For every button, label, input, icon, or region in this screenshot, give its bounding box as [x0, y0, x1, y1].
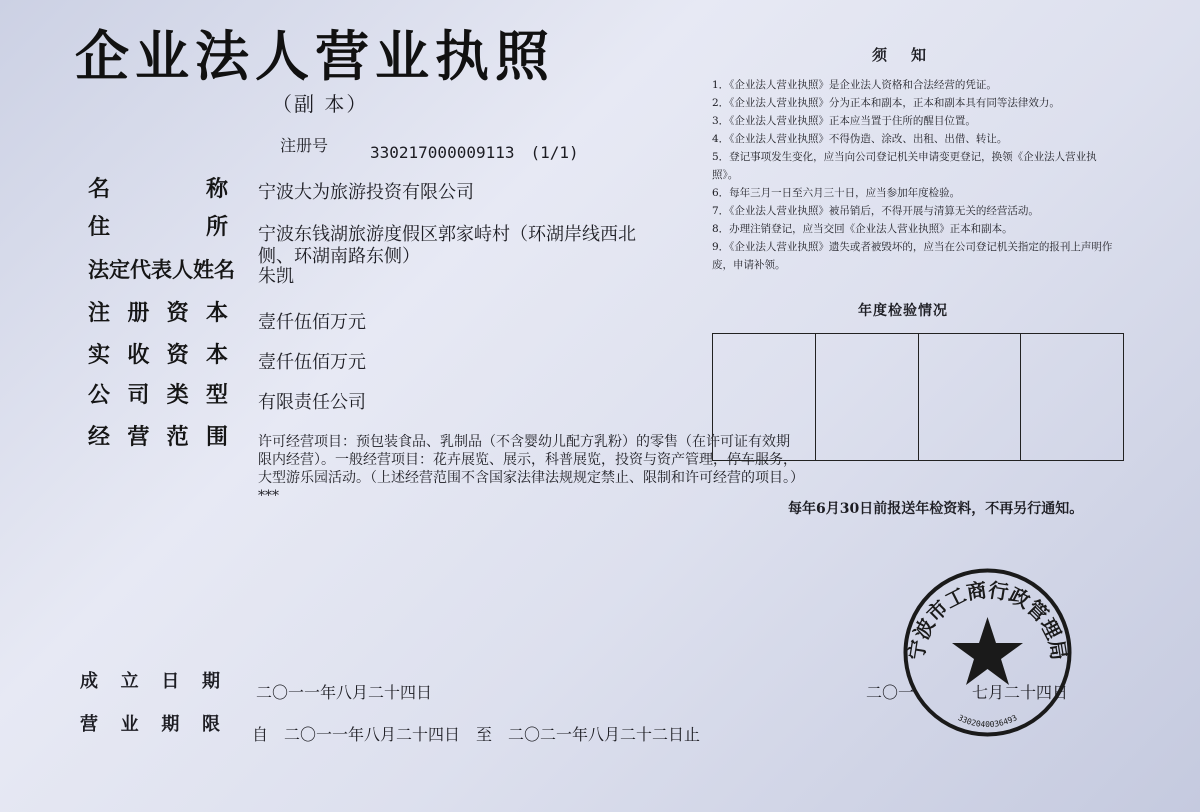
notice-item: 1．《企业法人营业执照》是企业法人资格和合法经营的凭证。 — [712, 79, 997, 91]
annual-inspection-cell — [713, 334, 816, 460]
annual-inspection-cell — [816, 334, 919, 460]
svg-text:3302040036493 — [956, 713, 1018, 729]
value-paid-capital: 壹仟伍佰万元 — [258, 352, 366, 373]
value-name: 宁波大为旅游投资有限公司 — [258, 182, 474, 203]
notice-item: 4．《企业法人营业执照》不得伪造、涂改、出租、出借、转让。 — [712, 133, 1008, 145]
copy-label: （副 本） — [272, 92, 369, 116]
notice-list — [712, 76, 1122, 274]
seal-text: 宁波市工商行政管理局 — [903, 577, 1072, 662]
value-legal-rep: 朱凯 — [258, 266, 294, 287]
label-address: 住 所 — [88, 215, 228, 240]
label-legal-rep: 法定代表人姓名 — [88, 258, 235, 282]
issue-date-part2: 七月二十四日 — [972, 683, 1069, 702]
label-company-type: 公 司 类 型 — [88, 383, 228, 408]
annual-inspection-note: 每年6月30日前报送年检资料，不再另行通知。 — [788, 501, 1084, 517]
notice-item: 6．每年三月一日至六月三十日，应当参加年度检验。 — [712, 187, 961, 199]
notice-item: 9．《企业法人营业执照》遗失或者被毁坏的，应当在公司登记机关指定的报刊上声明作废，申请补领。 — [712, 241, 1113, 271]
value-address-line1: 宁波东钱湖旅游度假区郭家峙村（环湖岸线西北 — [258, 224, 636, 245]
label-business-scope: 经 营 范 围 — [88, 425, 228, 450]
notice-title: 须知 — [872, 46, 951, 64]
value-company-type: 有限责任公司 — [258, 392, 366, 413]
label-paid-capital: 实 收 资 本 — [88, 343, 228, 368]
value-business-term: 自 二〇一一年八月二十四日 至 二〇二一年八月二十二日止 — [252, 725, 701, 744]
value-registered-capital: 壹仟伍佰万元 — [258, 312, 366, 333]
issue-date-part1: 二〇一 — [866, 683, 915, 702]
label-name: 名 称 — [88, 177, 228, 202]
document-title: 企业法人营业执照 — [75, 25, 555, 88]
notice-item: 3．《企业法人营业执照》正本应当置于住所的醒目位置。 — [712, 115, 976, 127]
value-established-date: 二〇一一年八月二十四日 — [256, 683, 433, 702]
label-registered-capital: 注 册 资 本 — [88, 301, 228, 326]
notice-item: 5．登记事项发生变化，应当向公司登记机关申请变更登记，换领《企业法人营业执照》。 — [712, 151, 1097, 181]
registration-number: 330217000009113 (1/1) — [370, 143, 579, 162]
notice-item: 7．《企业法人营业执照》被吊销后，不得开展与清算无关的经营活动。 — [712, 205, 1039, 217]
annual-inspection-cell — [919, 334, 1022, 460]
notice-item: 8．办理注销登记，应当交回《企业法人营业执照》正本和副本。 — [712, 223, 1013, 235]
value-address-line2: 侧、环湖南路东侧） — [258, 246, 420, 267]
label-business-term: 营 业 期 限 — [80, 714, 220, 735]
annual-inspection-title: 年度检验情况 — [858, 303, 948, 319]
annual-inspection-cell — [1021, 334, 1123, 460]
registration-number-label: 注册号 — [280, 136, 329, 155]
official-seal — [900, 565, 1075, 740]
label-established-date: 成 立 日 期 — [80, 671, 220, 692]
annual-inspection-grid — [712, 333, 1124, 461]
notice-item: 2．《企业法人营业执照》分为正本和副本，正本和副本具有同等法律效力。 — [712, 97, 1060, 109]
value-business-scope: 许可经营项目：预包装食品、乳制品（不含婴幼儿配方乳粉）的零售（在许可证有效期限内经营）。一般经营项目：花卉展览、展示，科普展览，投资与资产管理，停车服务，大型游乐园活动。（上述经营范围不含国家法律法规规定禁止、限制和许可经营的项目。）*** — [258, 434, 797, 504]
seal-star-icon — [952, 617, 1023, 685]
seal-number: 3302040036493 — [956, 713, 1019, 730]
